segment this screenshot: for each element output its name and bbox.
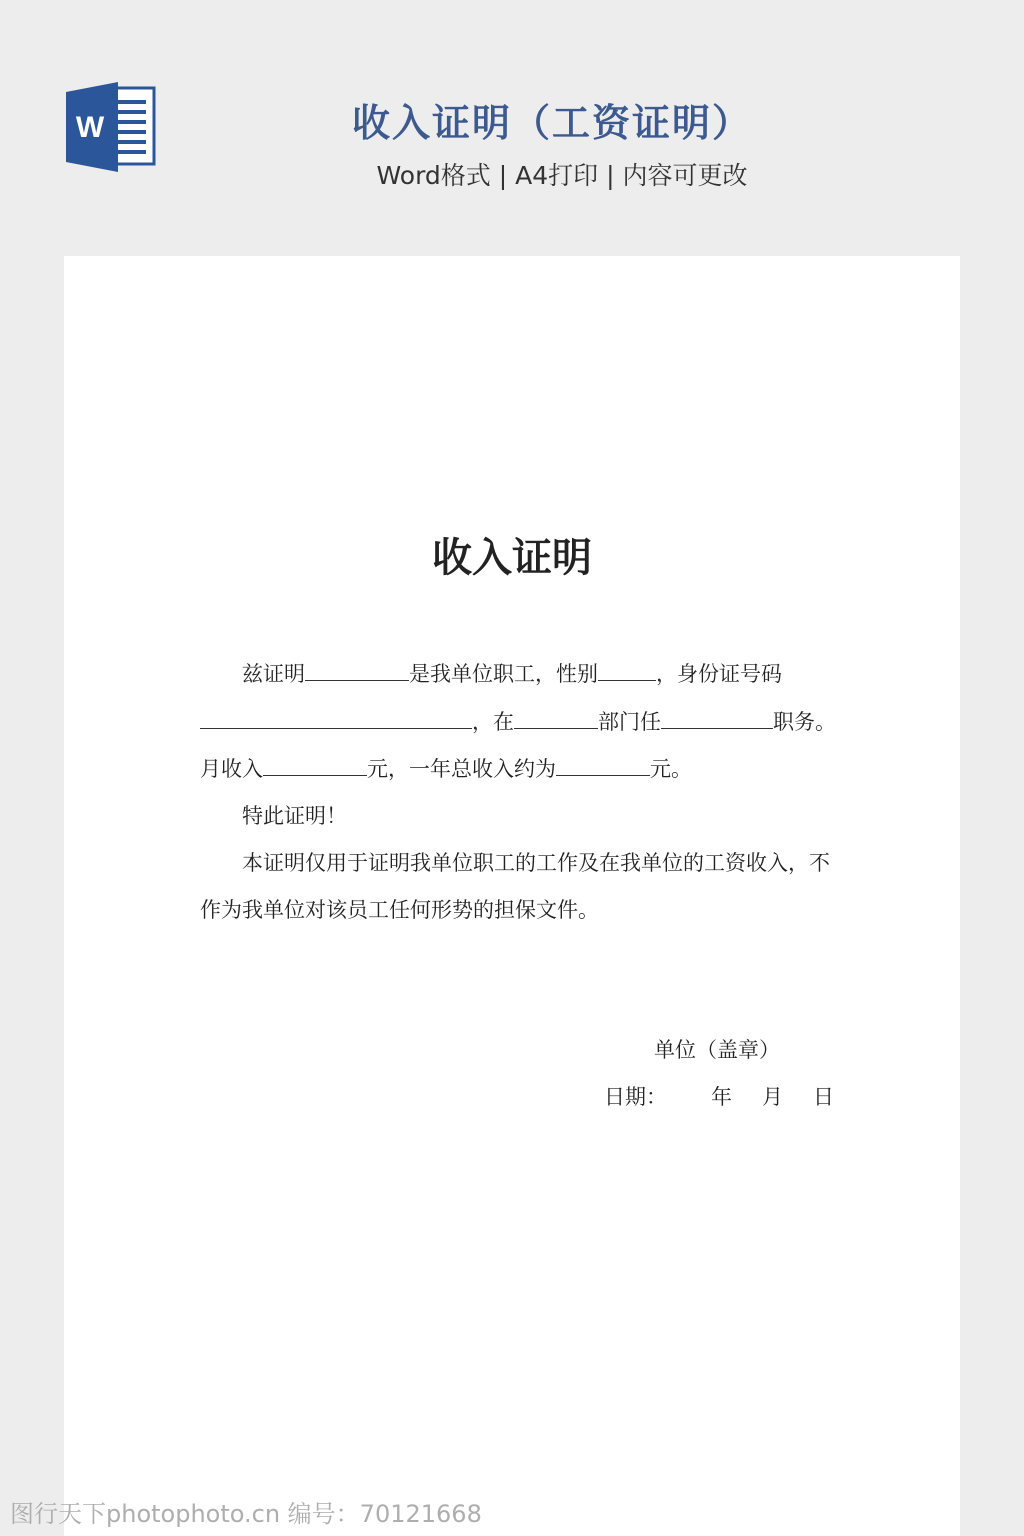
position-blank[interactable]	[661, 708, 773, 729]
paragraph-note-line-1: 本证明仅用于证明我单位职工的工作及在我单位的工资收入，不	[242, 851, 830, 875]
text-p2-c: 职务。	[773, 710, 836, 734]
monthly-income-blank[interactable]	[263, 755, 367, 776]
paragraph-line-3	[200, 753, 692, 783]
unit-stamp-label: 单位（盖章）	[654, 1038, 780, 1062]
page-title: 收入证明（工资证明）	[351, 101, 752, 145]
text-p1-b: 是我单位职工，性别	[409, 662, 598, 686]
text-p1-c: ，身份证号码	[656, 662, 782, 686]
document-title: 收入证明	[432, 535, 592, 581]
text-p3-a: 月收入	[200, 757, 263, 781]
document-page	[64, 256, 960, 1536]
text-p2-b: 部门任	[598, 710, 661, 734]
day-label: 日	[813, 1085, 834, 1109]
name-blank[interactable]	[305, 660, 409, 681]
watermark: 图行天下photophoto.cn 编号：70121668	[10, 1500, 482, 1528]
month-label: 月	[762, 1085, 783, 1109]
text-p3-b: 元，一年总收入约为	[367, 757, 556, 781]
date-line	[604, 1081, 834, 1111]
paragraph-certify: 特此证明！	[242, 804, 347, 828]
year-label: 年	[711, 1085, 732, 1109]
text-p2-a: ，在	[472, 710, 514, 734]
text-p1-a: 兹证明	[242, 662, 305, 686]
gender-blank[interactable]	[598, 660, 656, 681]
svg-text:W: W	[75, 111, 105, 144]
department-blank[interactable]	[514, 708, 598, 729]
date-label: 日期：	[604, 1085, 667, 1109]
page-subtitle: Word格式 | A4打印 | 内容可更改	[376, 161, 748, 190]
paragraph-note-line-2: 作为我单位对该员工任何形势的担保文件。	[200, 898, 599, 922]
text-p3-c: 元。	[650, 757, 692, 781]
id-number-blank[interactable]	[200, 708, 472, 729]
annual-income-blank[interactable]	[556, 755, 650, 776]
paragraph-line-2	[200, 706, 836, 736]
paragraph-line-1	[242, 658, 782, 688]
